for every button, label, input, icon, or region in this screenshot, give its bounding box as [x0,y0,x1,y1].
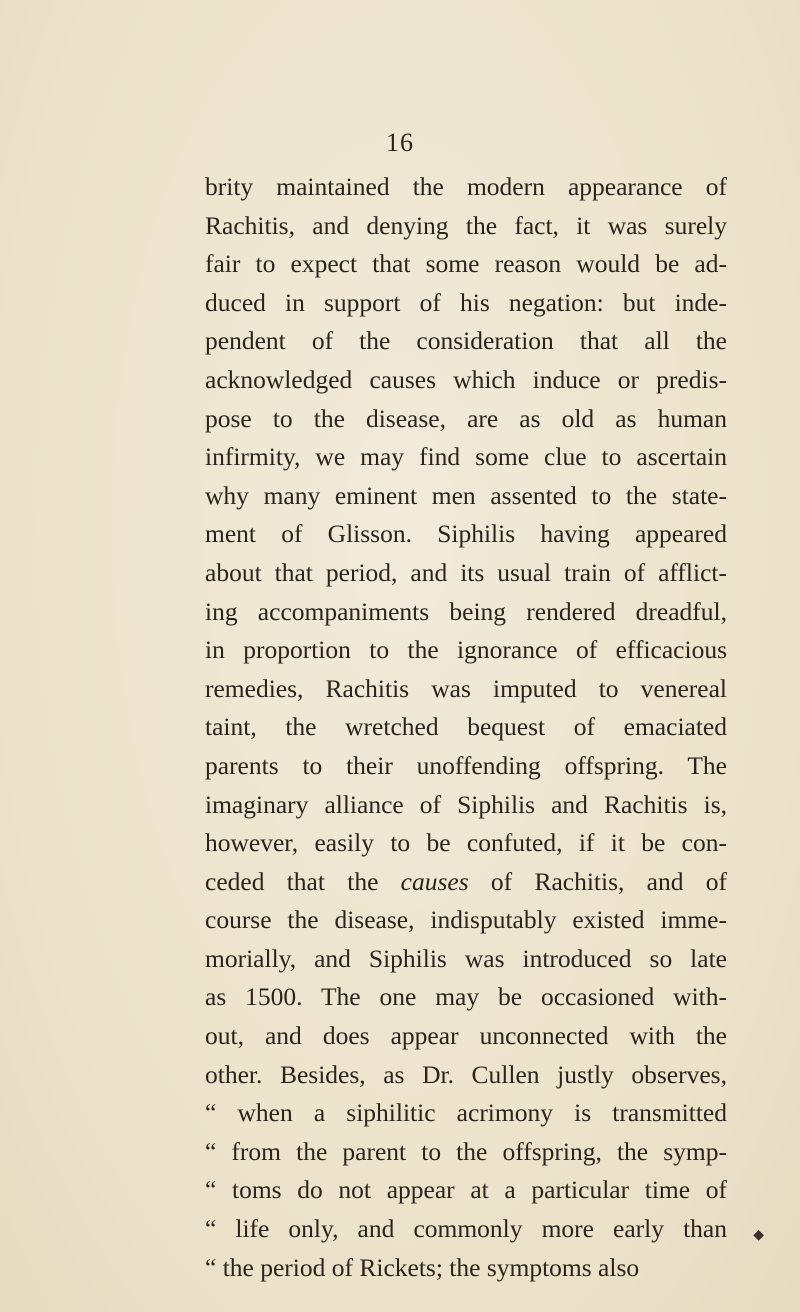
text-line: imaginary alliance of Siphilis and Rachitis is, [205,789,727,819]
text-line: acknowledged causes which induce or predis- [205,364,727,394]
text-line: “ when a siphilitic acrimony is transmitted [205,1098,727,1128]
text-line: pendent of the consideration that all the [205,326,727,356]
italic-word: causes [400,866,469,896]
text-line: however, easily to be confuted, if it be con- [205,828,727,858]
text-line: infirmity, we may find some clue to ascertain [205,442,727,472]
text-line: fair to expect that some reason would be ad- [205,249,727,279]
body-text [205,168,727,1287]
text-line: parents to their unoffending offspring. The [205,750,727,780]
text-line: pose to the disease, are as old as human [205,403,727,433]
text-line: taint, the wretched bequest of emaciated [205,712,727,742]
text-run: ceded that the [205,866,401,896]
text-line: other. Besides, as Dr. Cullen justly observes, [205,1059,727,1089]
text-line: about that period, and its usual train of afflict- [205,557,727,587]
text-run: of Rachitis, and of [468,866,727,896]
text-line: remedies, Rachitis was imputed to venereal [205,673,727,703]
text-line: “ life only, and commonly more early than [205,1214,727,1244]
text-line: why many eminent men assented to the state- [205,480,727,510]
text-line: in proportion to the ignorance of efficacious [205,635,727,665]
text-line: “ from the parent to the offspring, the symp- [205,1136,727,1166]
text-line: out, and does appear unconnected with the [205,1021,727,1051]
text-line: ing accompaniments being rendered dreadful, [205,596,727,626]
page-number: 16 [386,128,414,157]
text-line: Rachitis, and denying the fact, it was surely [205,210,727,240]
text-line: “ toms do not appear at a particular time of [205,1175,727,1205]
text-line: as 1500. The one may be occasioned with- [205,982,727,1012]
print-mark: ◆ [753,1228,764,1243]
text-line: ment of Glisson. Siphilis having appeared [205,519,727,549]
text-line: duced in support of his negation: but inde- [205,287,727,317]
text-line-with-italic [205,863,727,902]
text-line: course the disease, indisputably existed imme- [205,905,727,935]
text-line: brity maintained the modern appearance of [205,172,727,201]
text-line: morially, and Siphilis was introduced so late [205,943,727,973]
text-line: “ the period of Rickets; the symptoms also [205,1252,640,1282]
